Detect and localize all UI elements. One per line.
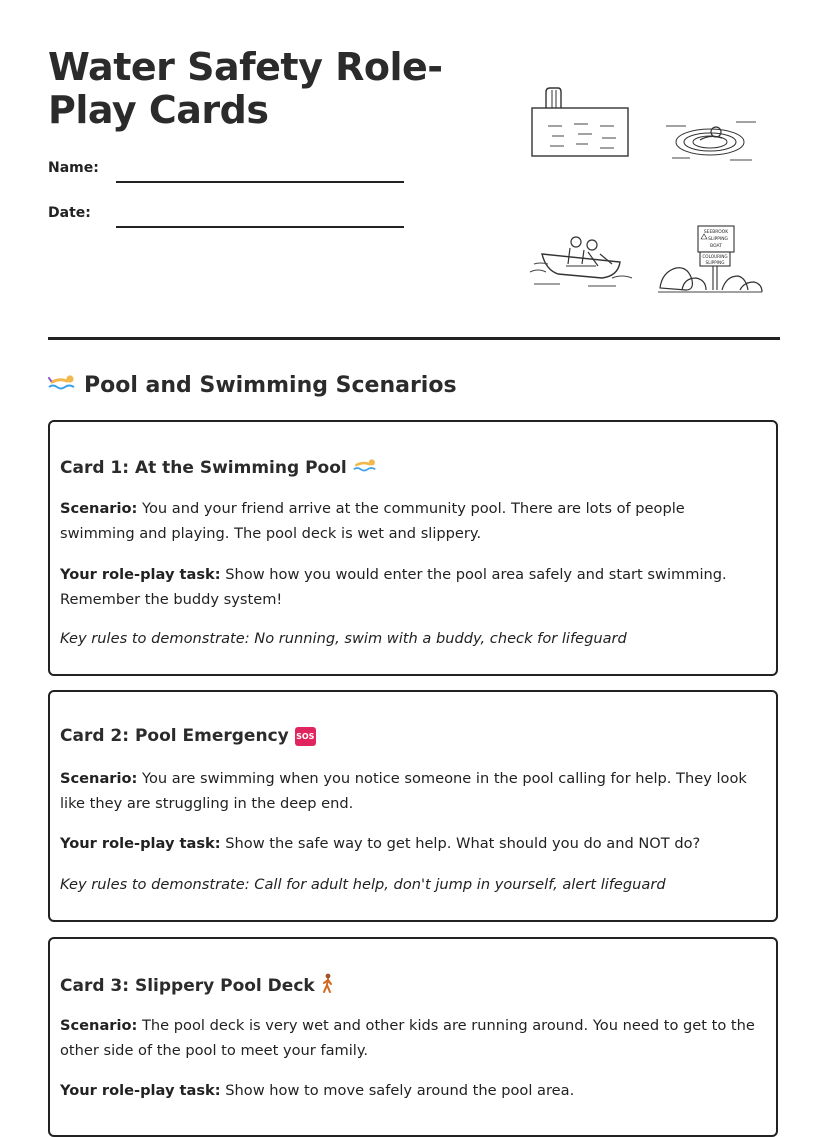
- scenario-text: The pool deck is very wet and other kids are running around. You need to get to the other side of the pool to meet your family.: [60, 1017, 755, 1059]
- sign-text-line-5: SLIPPING: [705, 260, 725, 265]
- card-title: [60, 973, 335, 998]
- sign-text-line-4: COLOURING: [702, 254, 728, 259]
- card-task: [60, 563, 762, 612]
- rowboat-illustration: [528, 232, 636, 292]
- task-text: Show how to move safely around the pool area.: [225, 1082, 575, 1099]
- card-title: [60, 456, 377, 479]
- page-title: Water Safety Role-Play Cards: [48, 45, 443, 132]
- swimmer-icon: [353, 456, 377, 479]
- section-divider: [48, 337, 780, 340]
- task-label: Your role-play task:: [60, 566, 221, 583]
- date-label: Date:: [48, 205, 91, 221]
- scenario-label: Scenario:: [60, 1017, 138, 1034]
- date-field[interactable]: [116, 226, 404, 228]
- diving-board-pool-illustration: [530, 86, 632, 160]
- section-heading-text: Pool and Swimming Scenarios: [84, 372, 457, 398]
- card-task: [60, 1079, 762, 1104]
- task-label: Your role-play task:: [60, 1082, 221, 1099]
- card-key-rules: Key rules to demonstrate: No running, swim with a buddy, check for lifeguard: [60, 630, 627, 647]
- card-title-text: Card 1: At the Swimming Pool: [60, 457, 347, 478]
- sign-text-line-1: SEEBROOK: [703, 230, 729, 235]
- card-title: [60, 726, 316, 746]
- role-play-card-2: [48, 690, 778, 922]
- card-scenario: [60, 1014, 762, 1063]
- sign-text-line-3: BOAT: [710, 244, 722, 249]
- card-scenario: [60, 767, 762, 816]
- role-play-card-3: [48, 937, 778, 1137]
- scenario-label: Scenario:: [60, 770, 138, 787]
- card-task: [60, 832, 762, 857]
- name-field[interactable]: [116, 181, 404, 183]
- role-play-card-1: [48, 420, 778, 676]
- scenario-text: You are swimming when you notice someone in the pool calling for help. They look like they are struggling in the deep end.: [60, 770, 747, 812]
- scenario-text: You and your friend arrive at the community pool. There are lots of people swimming and playing. The pool deck is wet and slippery.: [60, 500, 685, 542]
- task-text: Show how you would enter the pool area safely and start swimming. Remember the buddy system!: [60, 566, 727, 608]
- name-label: Name:: [48, 160, 99, 176]
- task-label: Your role-play task:: [60, 835, 221, 852]
- card-scenario: [60, 497, 762, 546]
- swimmer-in-water-illustration: [660, 112, 762, 166]
- walking-person-icon: [321, 973, 335, 998]
- sos-icon: SOS: [295, 727, 316, 746]
- card-title-text: Card 2: Pool Emergency: [60, 726, 289, 746]
- swimmer-icon: [48, 372, 76, 398]
- card-title-text: Card 3: Slippery Pool Deck: [60, 975, 315, 996]
- task-text: Show the safe way to get help. What should you do and NOT do?: [225, 835, 701, 852]
- scenario-label: Scenario:: [60, 500, 138, 517]
- section-heading: [48, 372, 457, 398]
- card-key-rules: Key rules to demonstrate: Call for adult help, don't jump in yourself, alert lifeguard: [60, 876, 666, 893]
- warning-sign-rocks-illustration: [656, 224, 766, 296]
- sign-text-line-2: SLIPPING: [708, 237, 728, 242]
